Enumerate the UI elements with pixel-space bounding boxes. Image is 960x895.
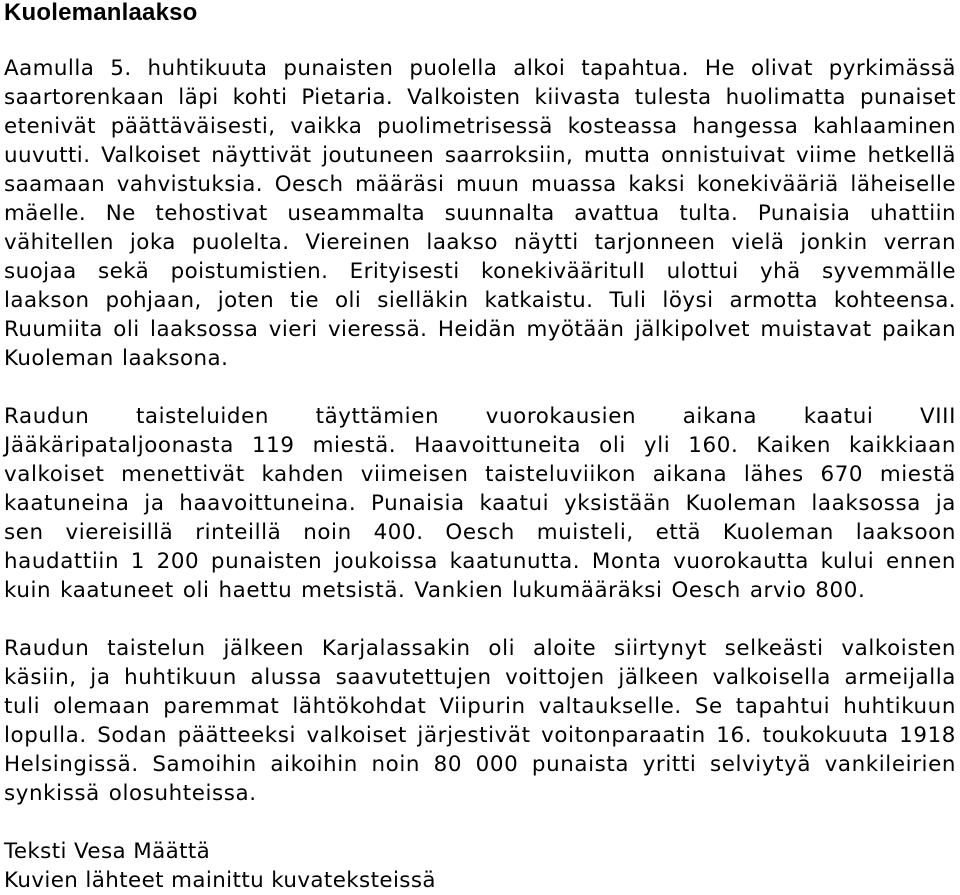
paragraph-1: Aamulla 5. huhtikuuta punaisten puolella alkoi tapahtua. He olivat pyrkimässä saartorenkaan läpi kohti Pietaria. Valkoisten kiivasta tulesta huolimatta punaiset etenivät päättäväisesti, vaikka puolimetrisessä kosteassa hangessa kahlaaminen uuvutti. Valkoiset näyttivät joutuneen saarroksiin, mutta onnistuivat viime hetkellä saamaan vahvistuksia. Oesch määräsi muun muassa kaksi konekivääriä läheiselle mäelle. Ne tehostivat useammalta suunnalta avattua tulta. Punaisia uhattiin vähitellen joka puolelta. Viereinen laakso näytti tarjonneen vielä jonkin verran suojaa sekä poistumistien. Erityisesti konekivääritulI ulottui yhä syvemmälle laakson pohjaan, joten tie oli sielläkin katkaistu. Tuli löysi armotta kohteensa. Ruumiita oli laaksossa vieri vieressä. Heidän myötään jälkipolvet muistavat paikan Kuoleman laaksona. bbox=[4, 56, 956, 371]
credits bbox=[4, 837, 956, 895]
document-title: Kuolemanlaakso bbox=[4, 0, 198, 26]
paragraph-2: Raudun taisteluiden täyttämien vuorokausien aikana kaatui VIII Jääkäripataljoonasta 119 miestä. Haavoittuneita oli yli 160. Kaiken kaikkiaan valkoiset menettivät kahden viimeisen taisteluviikon aikana lähes 670 miestä kaatuneina ja haavoittuneina. Punaisia kaatui yksistään Kuoleman laaksossa ja sen viereisillä rinteillä noin 400. Oesch muisteli, että Kuoleman laaksoon haudattiin 1 200 punaisten joukoissa kaatunutta. Monta vuorokautta kului ennen kuin kaatuneet oli haettu metsistä. Vankien lukumääräksi Oesch arvio 800. bbox=[4, 404, 956, 603]
author-credit: Teksti Vesa Määttä bbox=[4, 839, 211, 864]
paragraph-3: Raudun taistelun jälkeen Karjalassakin oli aloite siirtynyt selkeästi valkoisten käsiin, ja huhtikuun alussa saavutettujen voittojen jälkeen valkoisella armeijalla tuli olemaan paremmat lähtökohdat Viipurin valtaukselle. Se tapahtui huhtikuun lopulla. Sodan päätteeksi valkoiset järjestivät voitonparaatin 16. toukokuuta 1918 Helsingissä. Samoihin aikoihin noin 80 000 punaista yritti selviytyä vankileirien synkissä olosuhteissa. bbox=[4, 636, 956, 806]
image-sources-credit: Kuvien lähteet mainittu kuvateksteissä bbox=[4, 868, 436, 893]
